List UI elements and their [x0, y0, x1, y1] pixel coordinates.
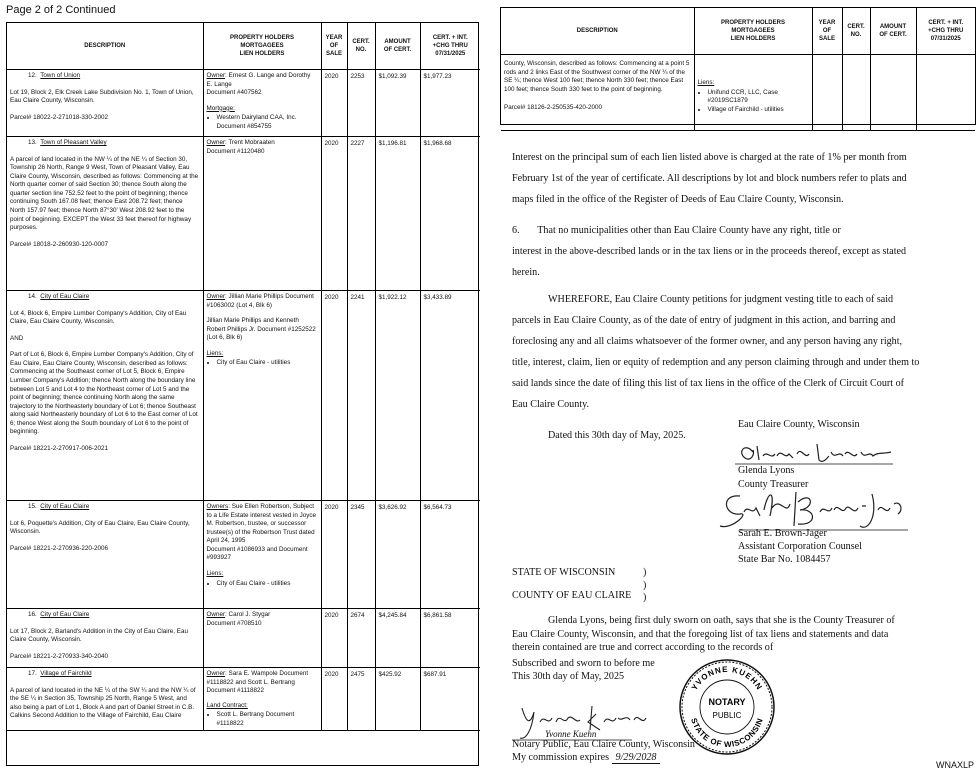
table-row: 16. City of Eau Claire Lot 17, Block 2, Barland's Addition in the City of Eau Claire, Eau Claire County, Wisconsin. Parcel# 18221-2-270933-340-2040 Owner: Carol J. Stygar Document #708510 2020 2674 $4,245.84 $6,861.58 [7, 609, 480, 668]
table-row: 15. City of Eau Claire Lot 6, Poquette's Addition, City of Eau Claire, Eau Claire County, Wisconsin. Parcel# 18221-2-270936-220-2006 Owners: Sue Ellen Robertson, Subject to a Life Estate interest vested in Joyce M. Robertson, trustee, or successor trustee(s) of the Robertson Trust dated April 24, 1995 Document #1086933 and Document #993927 Liens: • City of Eau Claire - utilities 2020 2345 $3,626.92 $6,564.73 [7, 501, 480, 609]
paragraph-6: 6. That no municipalities other than Eau Claire County have any right, title or [512, 225, 841, 236]
table-header-row: DESCRIPTION PROPERTY HOLDERS MORTGAGEES LIEN HOLDERS YEAR OF SALE CERT. NO. AMOUNT OF CERT. CERT. + INT. +CHG THRU 07/31/2025 [501, 8, 975, 55]
svg-text:PUBLIC: PUBLIC [712, 711, 742, 720]
holders-cell: Owner: Carol J. Stygar Document #708510 [203, 609, 321, 668]
petition-body: Interest on the principal sum of each lien listed above is charged at the rate of 1% per month from February 1st of the year of certificate. All descriptions by lot and block numbers refer to plats and maps filed in the office of the Register of Deeds of Eau Claire County, Wisconsin. 6. That no municipalities other than Eau Claire County have any right, title or interest in the above-described lands or in the tax liens or in the proceeds thereof, except as stated herein. WHEREFORE, Eau Claire County petitions for judgment vesting title to each of said parcels in Eau Claire County, as of the date of entry of judgment in this action, and barring and foreclosing any and all claims whatsoever of the former owner, and any person having any right, title, interest, claim, lien or equity of redemption and any person claiming through and under them to said lands since the date of filing this list of tax liens in the office of the Clerk of Circuit Court of Eau Claire County. Dated this 30th day of May, 2025. [512, 147, 922, 446]
col-cert-header: CERT. NO. [347, 23, 375, 70]
svg-text:YVONNE KUEHN: YVONNE KUEHN [689, 664, 765, 692]
table-row: 12. Town of Union Lot 19, Block 2, Elk Creek Lake Subdivision No. 1, Town of Union, Eau Claire County, Wisconsin. Parcel# 18022-2-271018-330-2002 Owner: Ernest G. Lange and Dorothy E. Lange Document #407562 Mortgage: • Western Dairyland CAA, Inc. Document #854755 2020 2253 $1,092.39 $1,977.23 [7, 70, 480, 137]
description-cell: 14. City of Eau Claire Lot 4, Block 6, Empire Lumber Company's Addition, City of Eau Claire, Eau Claire County, Wisconsin. AND Part of Lot 6, Block 6, Empire Lumber Company's Addition, City of Eau Claire, Eau Claire County, Wisconsin, described as follows: Commencing at the Southeast corner of Lot 5, Block 6, Empire Lumber Company's Addition; thence North along the boundary line between Lot 5 and Lot 4 to the Northeast corner of Lot 5 and the point of beginning; thence continuing North along the same trajectory to the Northeasterly boundary of Lot 6; thence Southeast along said Northeasterly boundary of Lot 6 to the East corner of Lot 6; thence West along the South boundary of Lot 6 to the point of beginning. Parcel# 18221-2-270917-006-2021 [7, 291, 203, 501]
document-code: WNAXLP [935, 760, 974, 770]
svg-text:NOTARY: NOTARY [708, 697, 746, 707]
col-year-header: YEAR OF SALE [321, 23, 347, 70]
table-header-row [7, 23, 480, 70]
table-row [501, 55, 975, 131]
description-cell: 12. Town of Union Lot 19, Block 2, Elk Creek Lake Subdivision No. 1, Town of Union, Eau Claire County, Wisconsin. Parcel# 18022-2-271018-330-2002 [7, 70, 203, 137]
wherefore-paragraph: WHEREFORE, Eau Claire County petitions for judgment vesting title to each of said parcels in Eau Claire County, as of the date of entry of judgment in this action, and barring and foreclosing any and all claims whatsoever of the former owner, and any person having any right, title, interest, claim, lien or equity of redemption and any person claiming through and under them to said lands since the date of filing this list of tax liens in the office of the Clerk of Circuit Court of Eau Claire County. [512, 294, 920, 410]
holders-cell: Owners: Sue Ellen Robertson, Subject to a Life Estate interest vested in Joyce M. Robertson, trustee, or successor trustee(s) of the Robertson Trust dated April 24, 1995 Document #1086933 and Document #993927 Liens: • City of Eau Claire - utilities [203, 501, 321, 609]
notary-seal [678, 658, 776, 756]
holders-cell: Liens: • Unifund CCR, LLC, Case #2019SC1879 • Village of Fairchild - utilities [694, 55, 812, 131]
col-description-header: DESCRIPTION [7, 23, 203, 70]
description-cell: 17. Village of Fairchild A parcel of land located in the NE ¼ of the SW ¼ and the NW ¼ of the SE ¼ in Section 35, Township 25 North, Range 5 West, and also being a part of Lot 1, Block A and part of Daniel Street in C.B. Calkins Second Addition to the Village of Fairchild, Eau Claire [7, 668, 203, 731]
oath-paragraph: Glenda Lyons, being first duly sworn on oath, says that she is the County Treasurer of Eau Claire County, Wisconsin, and that the foregoing list of tax liens and statements and data therein contained are true and correct according to the records of [512, 615, 895, 653]
description-cell: 16. City of Eau Claire Lot 17, Block 2, Barland's Addition in the City of Eau Claire, Eau Claire County, Wisconsin. Parcel# 18221-2-270933-340-2040 [7, 609, 203, 668]
commission-date: 9/29/2028 [612, 752, 661, 764]
table-row: 17. Village of Fairchild A parcel of land located in the NE ¼ of the SW ¼ and the NW ¼ of the SE ¼ in Section 35, Township 25 North, Range 5 West, and also being a part of Lot 1, Block A and part of Daniel Street in C.B. Calkins Second Addition to the Village of Fairchild, Eau Claire Owner: Sara E. Wampole Document #1118822 and Scott L. Bertrang Document #1118822 Land Contract: • Scott L. Bertrang Document #1118822 2020 2475 $425.92 $687.91 [7, 668, 480, 731]
state-line: STATE OF WISCONSIN [512, 567, 616, 578]
lien-table [6, 22, 479, 766]
description-cell: 13. Town of Pleasant Valley A parcel of land located in the NW ¼ of the NE ¼ of Section 30, Township 26 North, Range 9 West, Town of Pleasant Valley, Eau Claire County, Wisconsin, described as follows: Commencing at the North quarter corner of said Section 30; thence South along the quarter section line 752.52 feet to the point of beginning; thence continuing South 167.08 feet; thence East 208.72 feet; thence North 157.97 feet; thence North 87°30' West 208.92 feet to the point of beginning. EXCEPT the West 33 feet thereof for highway purposes. Parcel# 18018-2-260930-120-0007 [7, 137, 203, 291]
interest-paragraph: Interest on the principal sum of each lien listed above is charged at the rate of 1% per month from February 1st of the year of certificate. All descriptions by lot and block numbers refer to plats and maps filed in the office of the Register of Deeds of Eau Claire County, Wisconsin. [512, 152, 907, 205]
col-amount-header: AMOUNT OF CERT. [375, 23, 420, 70]
continued-table [500, 7, 976, 125]
col-total-header: CERT. + INT. +CHG THRU 07/31/2025 [420, 23, 480, 70]
holders-cell: Owner: Trent Mobraaten Document #1120480 [203, 137, 321, 291]
county-name: Eau Claire County, Wisconsin [738, 419, 860, 430]
description-cell: County, Wisconsin, described as follows: Commencing at a point 5 rods and 2 links East of the Southwest corner of the NW ¼ of the SE ¼; thence West 100 feet; thence North 330 feet; thence East 100 feet; thence South 330 feet to the point of beginning. Parcel# 18126-2-250535-420-2000 [501, 55, 694, 131]
holders-cell: Owner: Sara E. Wampole Document #1118822 and Scott L. Bertrang Document #1118822 Land Contract: • Scott L. Bertrang Document #1118822 [203, 668, 321, 731]
svg-text:STATE OF WISCONSIN: STATE OF WISCONSIN [689, 716, 765, 750]
holders-cell: Owner: Ernest G. Lange and Dorothy E. Lange Document #407562 Mortgage: • Western Dairyland CAA, Inc. Document #854755 [203, 70, 321, 137]
table-row: 13. Town of Pleasant Valley A parcel of land located in the NW ¼ of the NE ¼ of Section 30, Township 26 North, Range 9 West, Town of Pleasant Valley, Eau Claire County, Wisconsin, described as follows: Commencing at the North quarter corner of said Section 30; thence South along the quarter section line 752.52 feet to the point of beginning; thence continuing South 167.08 feet; thence East 208.72 feet; thence North 157.97 feet; thence North 87°30' West 208.92 feet to the point of beginning. EXCEPT the West 33 feet thereof for highway purposes. Parcel# 18018-2-260930-120-0007 Owner: Trent Mobraaten Document #1120480 2020 2227 $1,196.81 $1,968.68 [7, 137, 480, 291]
description-cell: 15. City of Eau Claire Lot 6, Poquette's Addition, City of Eau Claire, Eau Claire County, Wisconsin. Parcel# 18221-2-270936-220-2006 [7, 501, 203, 609]
notary-printed-name: Yvonne Kuehn [545, 729, 597, 739]
col-holders-header: PROPERTY HOLDERS MORTGAGEES LIEN HOLDERS [203, 23, 321, 70]
page-header: Page 2 of 2 Continued [6, 4, 116, 16]
dated-line: Dated this 30th day of May, 2025. [548, 430, 686, 441]
commission-line: My commission expires 9/29/2028 [512, 751, 660, 765]
holders-cell: Owner: Jillian Marie Phillips Document #1063002 (Lot 4, Blk 6) Jillian Marie Phillips and Kenneth Robert Phillips Jr. Document #1252522 (Lot 6, Blk 6) Liens: • City of Eau Claire - utilities [203, 291, 321, 501]
county-line: COUNTY OF EAU CLAIRE [512, 590, 632, 601]
table-row: 14. City of Eau Claire Lot 4, Block 6, Empire Lumber Company's Addition, City of Eau Claire, Eau Claire County, Wisconsin. AND Part of Lot 6, Block 6, Empire Lumber Company's Addition, City of Eau Claire, Eau Claire County, Wisconsin, described as follows: Commencing at the Southeast corner of Lot 5, Block 6, Empire Lumber Company's Addition; thence North along the boundary line between Lot 5 and Lot 4 to the Northeast corner of Lot 5 and the point of beginning; thence continuing North along the same trajectory to the Northeasterly boundary of Lot 6; thence Southeast along said Northeasterly boundary of Lot 6 to the East corner of Lot 6; thence West along the South boundary of Lot 6 to the point of beginning. Parcel# 18221-2-270917-006-2021 Owner: Jillian Marie Phillips Document #1063002 (Lot 4, Blk 6) Jillian Marie Phillips and Kenneth Robert Phillips Jr. Document #1252522 (Lot 6, Blk 6) Liens: • City of Eau Claire - utilities 2020 2241 $1,922.12 $3,433.89 [7, 291, 480, 501]
